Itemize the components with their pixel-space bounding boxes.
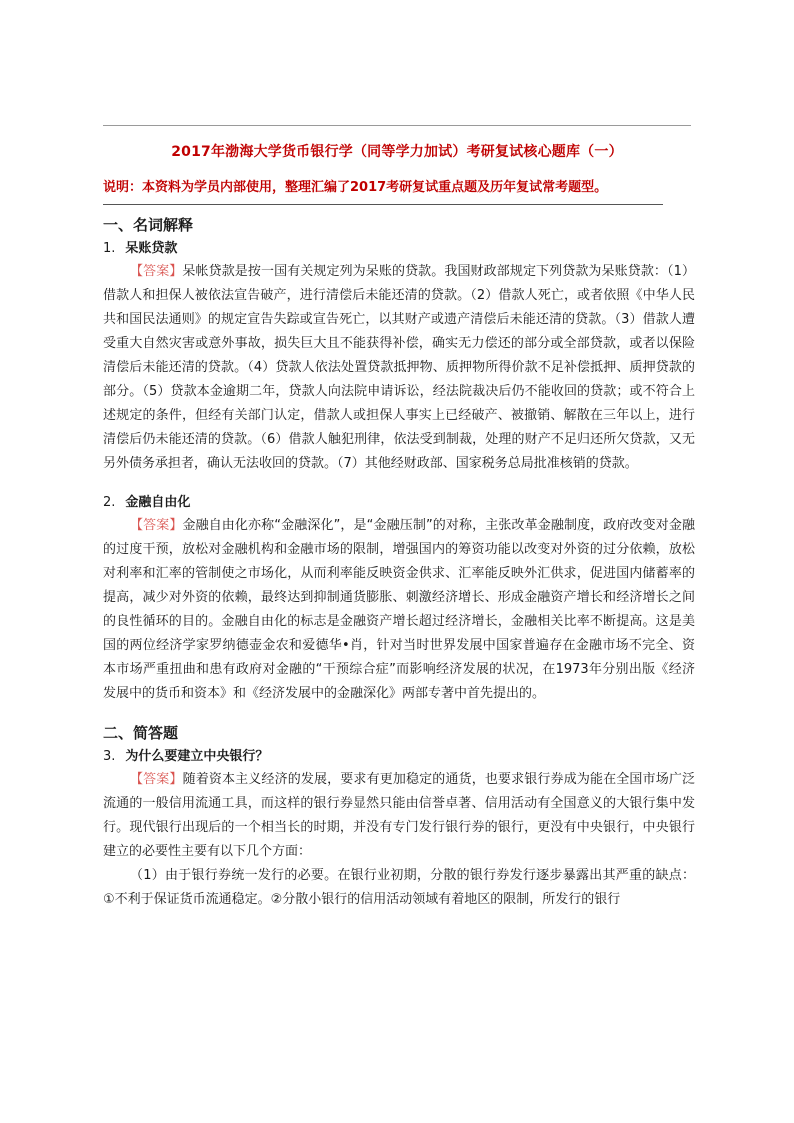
answer-tag: 【答案】 — [130, 518, 183, 533]
question-text: 呆账贷款 — [125, 241, 178, 256]
answer-text: 金融自由化亦称“金融深化”，是“金融压制”的对称，主张改革金融制度，政府改变对金融的过度干预，放松对金融机构和金融市场的限制，增强国内的筹资功能以改变对外资的过分依赖，放松对利率和汇率的管制使之市场化，从而利率能反映资金供求、汇率能反映外汇供求，促进国内储蓄率的提高，减少对外资的依赖，最终达到抑制通货膨胀、刺激经济增长、形成金融资产增长和经济增长之间的良性循环的目的。金融自由化的标志是金融资产增长超过经济增长，金融相关比率不断提高。这是美国的两位经济学家罗纳德壶金农和爱德华•肖，针对当时世界发展中国家普遍存在金融市场不完全、资本市场严重扭曲和患有政府对金融的“干预综合症”而影响经济发展的状况，在1973年分别出版《经济发展中的货币和资本》和《经济发展中的金融深化》两部专著中首先提出的。 — [103, 518, 695, 701]
header-rule — [103, 125, 691, 126]
answer-tag: 【答案】 — [130, 264, 183, 279]
question-text: 金融自由化 — [125, 495, 191, 510]
question-number: 3. — [103, 749, 116, 764]
section-heading-terms: 一、名词解释 — [103, 216, 194, 234]
usage-note: 说明：本资料为学员内部使用，整理汇编了2017考研复试重点题及历年复试常考题型。 — [103, 180, 608, 195]
answer-paragraph-continued: （1）由于银行券统一发行的必要。在银行业初期，分散的银行券发行逐步暴露出其严重的缺点：①不利于保证货币流通稳定。②分散小银行的信用活动领域有着地区的限制，所发行的银行 — [103, 868, 695, 907]
question-number: 2. — [103, 495, 116, 510]
page-title: 2017年渤海大学货币银行学（同等学力加试）考研复试核心题库（一） — [171, 144, 623, 160]
answer-text: 呆帐贷款是按一国有关规定列为呆账的贷款。我国财政部规定下列贷款为呆账贷款：（1）借款人和担保人被依法宣告破产，进行清偿后未能还清的贷款。（2）借款人死亡，或者依照《中华人民共和国民法通则》的规定宣告失踪或宣告死亡，以其财产或遗产清偿后未能还清的贷款。（3）借款人遭受重大自然灾害或意外事故，损失巨大且不能获得补偿，确实无力偿还的部分或全部贷款，或者以保险清偿后未能还清的贷款。（4）贷款人依法处置贷款抵押物、质押物所得价款不足补偿抵押、质押贷款的部分。（5）贷款本金逾期二年，贷款人向法院申请诉讼，经法院裁决后仍不能收回的贷款；或不符合上述规定的条件，但经有关部门认定，借款人或担保人事实上已经破产、被撤销、解散在三年以上，进行清偿后仍未能还清的贷款。（6）借款人触犯刑律，依法受到制裁，处理的财产不足归还所欠贷款，又无另外债务承担者，确认无法收回的贷款。（7）其他经财政部、国家税务总局批准核销的贷款。 — [103, 264, 695, 471]
question-number: 1. — [103, 241, 116, 256]
question-title — [103, 492, 695, 514]
question-title — [103, 746, 695, 768]
answer-text: 随着资本主义经济的发展，要求有更加稳定的通货，也要求银行券成为能在全国市场广泛流通的一般信用流通工具，而这样的银行券显然只能由信誉卓著、信用活动有全国意义的大银行集中发行。现代银行出现后的一个相当长的时期，并没有专门发行银行券的银行，更没有中央银行，中央银行建立的必要性主要有以下几个方面： — [103, 772, 695, 859]
answer-paragraph — [103, 260, 695, 476]
answer-tag: 【答案】 — [130, 772, 183, 787]
section-heading-short-answer: 二、简答题 — [103, 724, 179, 742]
section-divider — [103, 204, 663, 205]
main-content — [103, 214, 695, 912]
question-title — [103, 238, 695, 260]
answer-paragraph — [103, 768, 695, 864]
question-text: 为什么要建立中央银行？ — [125, 749, 269, 764]
answer-paragraph — [103, 514, 695, 706]
